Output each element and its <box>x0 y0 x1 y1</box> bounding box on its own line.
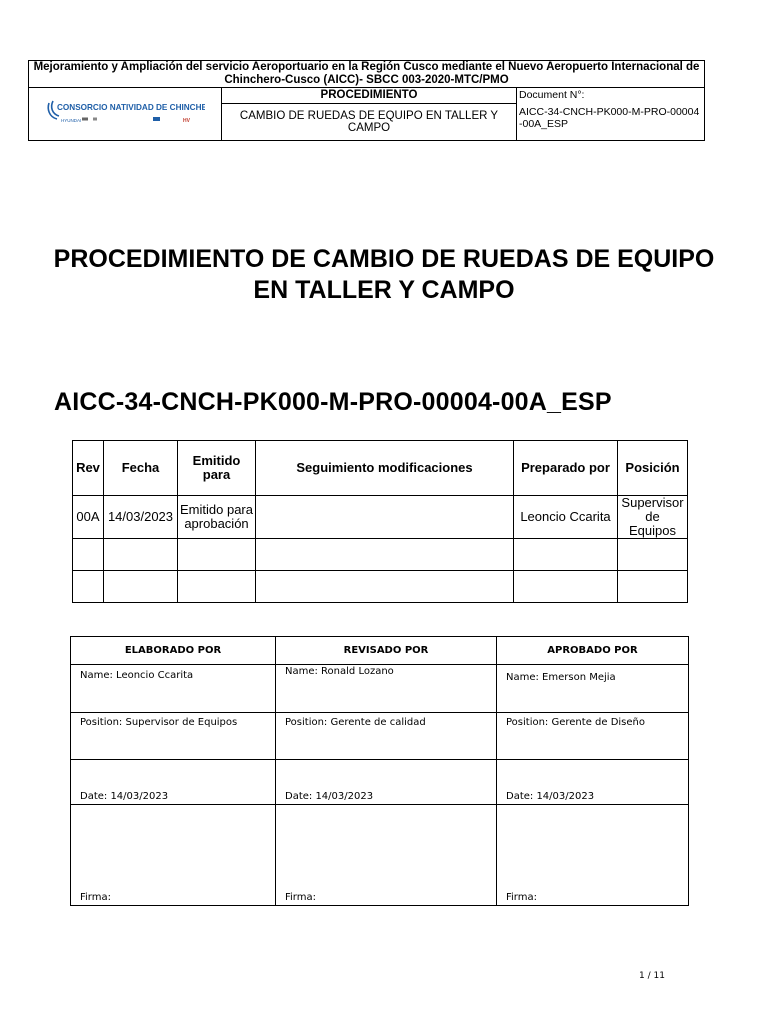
doc-subject: CAMBIO DE RUEDAS DE EQUIPO EN TALLER Y CAMPO <box>222 103 516 134</box>
doc-number: AICC-34-CNCH-PK000-M-PRO-00004-00A_ESP <box>519 106 700 130</box>
column-header: Seguimiento modificaciones <box>256 441 514 496</box>
logo-emblem-icon <box>45 97 205 129</box>
signature-firma-row <box>71 805 689 906</box>
column-header: ELABORADO POR <box>71 637 276 665</box>
signature-field: Firma: <box>71 805 276 906</box>
date-field: Date: 14/03/2023 <box>276 760 497 805</box>
column-header: Rev <box>73 441 104 496</box>
date-field: Date: 14/03/2023 <box>497 760 689 805</box>
signature-field: Firma: <box>497 805 689 906</box>
date-field: Date: 14/03/2023 <box>71 760 276 805</box>
logo-partner-hv: HV <box>183 117 190 124</box>
name-field: Name: Ronald Lozano <box>276 665 497 713</box>
doc-number-label: Document N°: <box>519 89 585 101</box>
table-cell: 14/03/2023 <box>104 496 178 539</box>
project-title: Mejoramiento y Ampliación del servicio Aeroportuario en la Región Cusco mediante el Nuevo Aeropuerto Internacional de Chinchero-Cusco (AICC)- SBCC 003-2020-MTC/PMO <box>29 61 705 88</box>
table-cell: Leoncio Ccarita <box>514 496 618 539</box>
doc-type: PROCEDIMIENTO <box>320 89 418 101</box>
doc-number-cell <box>517 88 705 141</box>
logo-partner-hyundai: HYUNDAI <box>61 117 82 123</box>
page-number: 1 / 11 <box>639 971 665 981</box>
column-header: REVISADO POR <box>276 637 497 665</box>
column-header: APROBADO POR <box>497 637 689 665</box>
signature-header-row <box>71 637 689 665</box>
signature-date-row <box>71 760 689 805</box>
column-header: Fecha <box>104 441 178 496</box>
document-header <box>28 60 705 141</box>
doc-type-cell <box>222 88 517 141</box>
column-header: Posición <box>618 441 688 496</box>
column-header: Emitido para <box>178 441 256 496</box>
document-code: AICC-34-CNCH-PK000-M-PRO-00004-00A_ESP <box>54 388 612 416</box>
table-row <box>73 571 688 603</box>
revision-table <box>72 440 688 603</box>
document-title: PROCEDIMIENTO DE CAMBIO DE RUEDAS DE EQUIPO EN TALLER Y CAMPO <box>53 245 715 304</box>
table-cell <box>256 496 514 539</box>
table-row <box>73 496 688 539</box>
signature-position-row <box>71 713 689 760</box>
name-field: Name: Leoncio Ccarita <box>71 665 276 713</box>
table-row <box>73 539 688 571</box>
table-cell: Supervisor de Equipos <box>618 496 688 539</box>
column-header: Preparado por <box>514 441 618 496</box>
table-cell: 00A <box>73 496 104 539</box>
signature-name-row <box>71 665 689 713</box>
company-logo <box>29 88 222 141</box>
position-field: Position: Supervisor de Equipos <box>71 713 276 760</box>
position-field: Position: Gerente de calidad <box>276 713 497 760</box>
logo-text: CONSORCIO NATIVIDAD DE CHINCHERO <box>57 102 205 112</box>
position-field: Position: Gerente de Diseño <box>497 713 689 760</box>
signature-field: Firma: <box>276 805 497 906</box>
table-header-row <box>73 441 688 496</box>
name-field: Name: Emerson Mejia <box>497 665 689 713</box>
signature-table <box>70 636 689 906</box>
table-cell: Emitido para aprobación <box>178 496 256 539</box>
